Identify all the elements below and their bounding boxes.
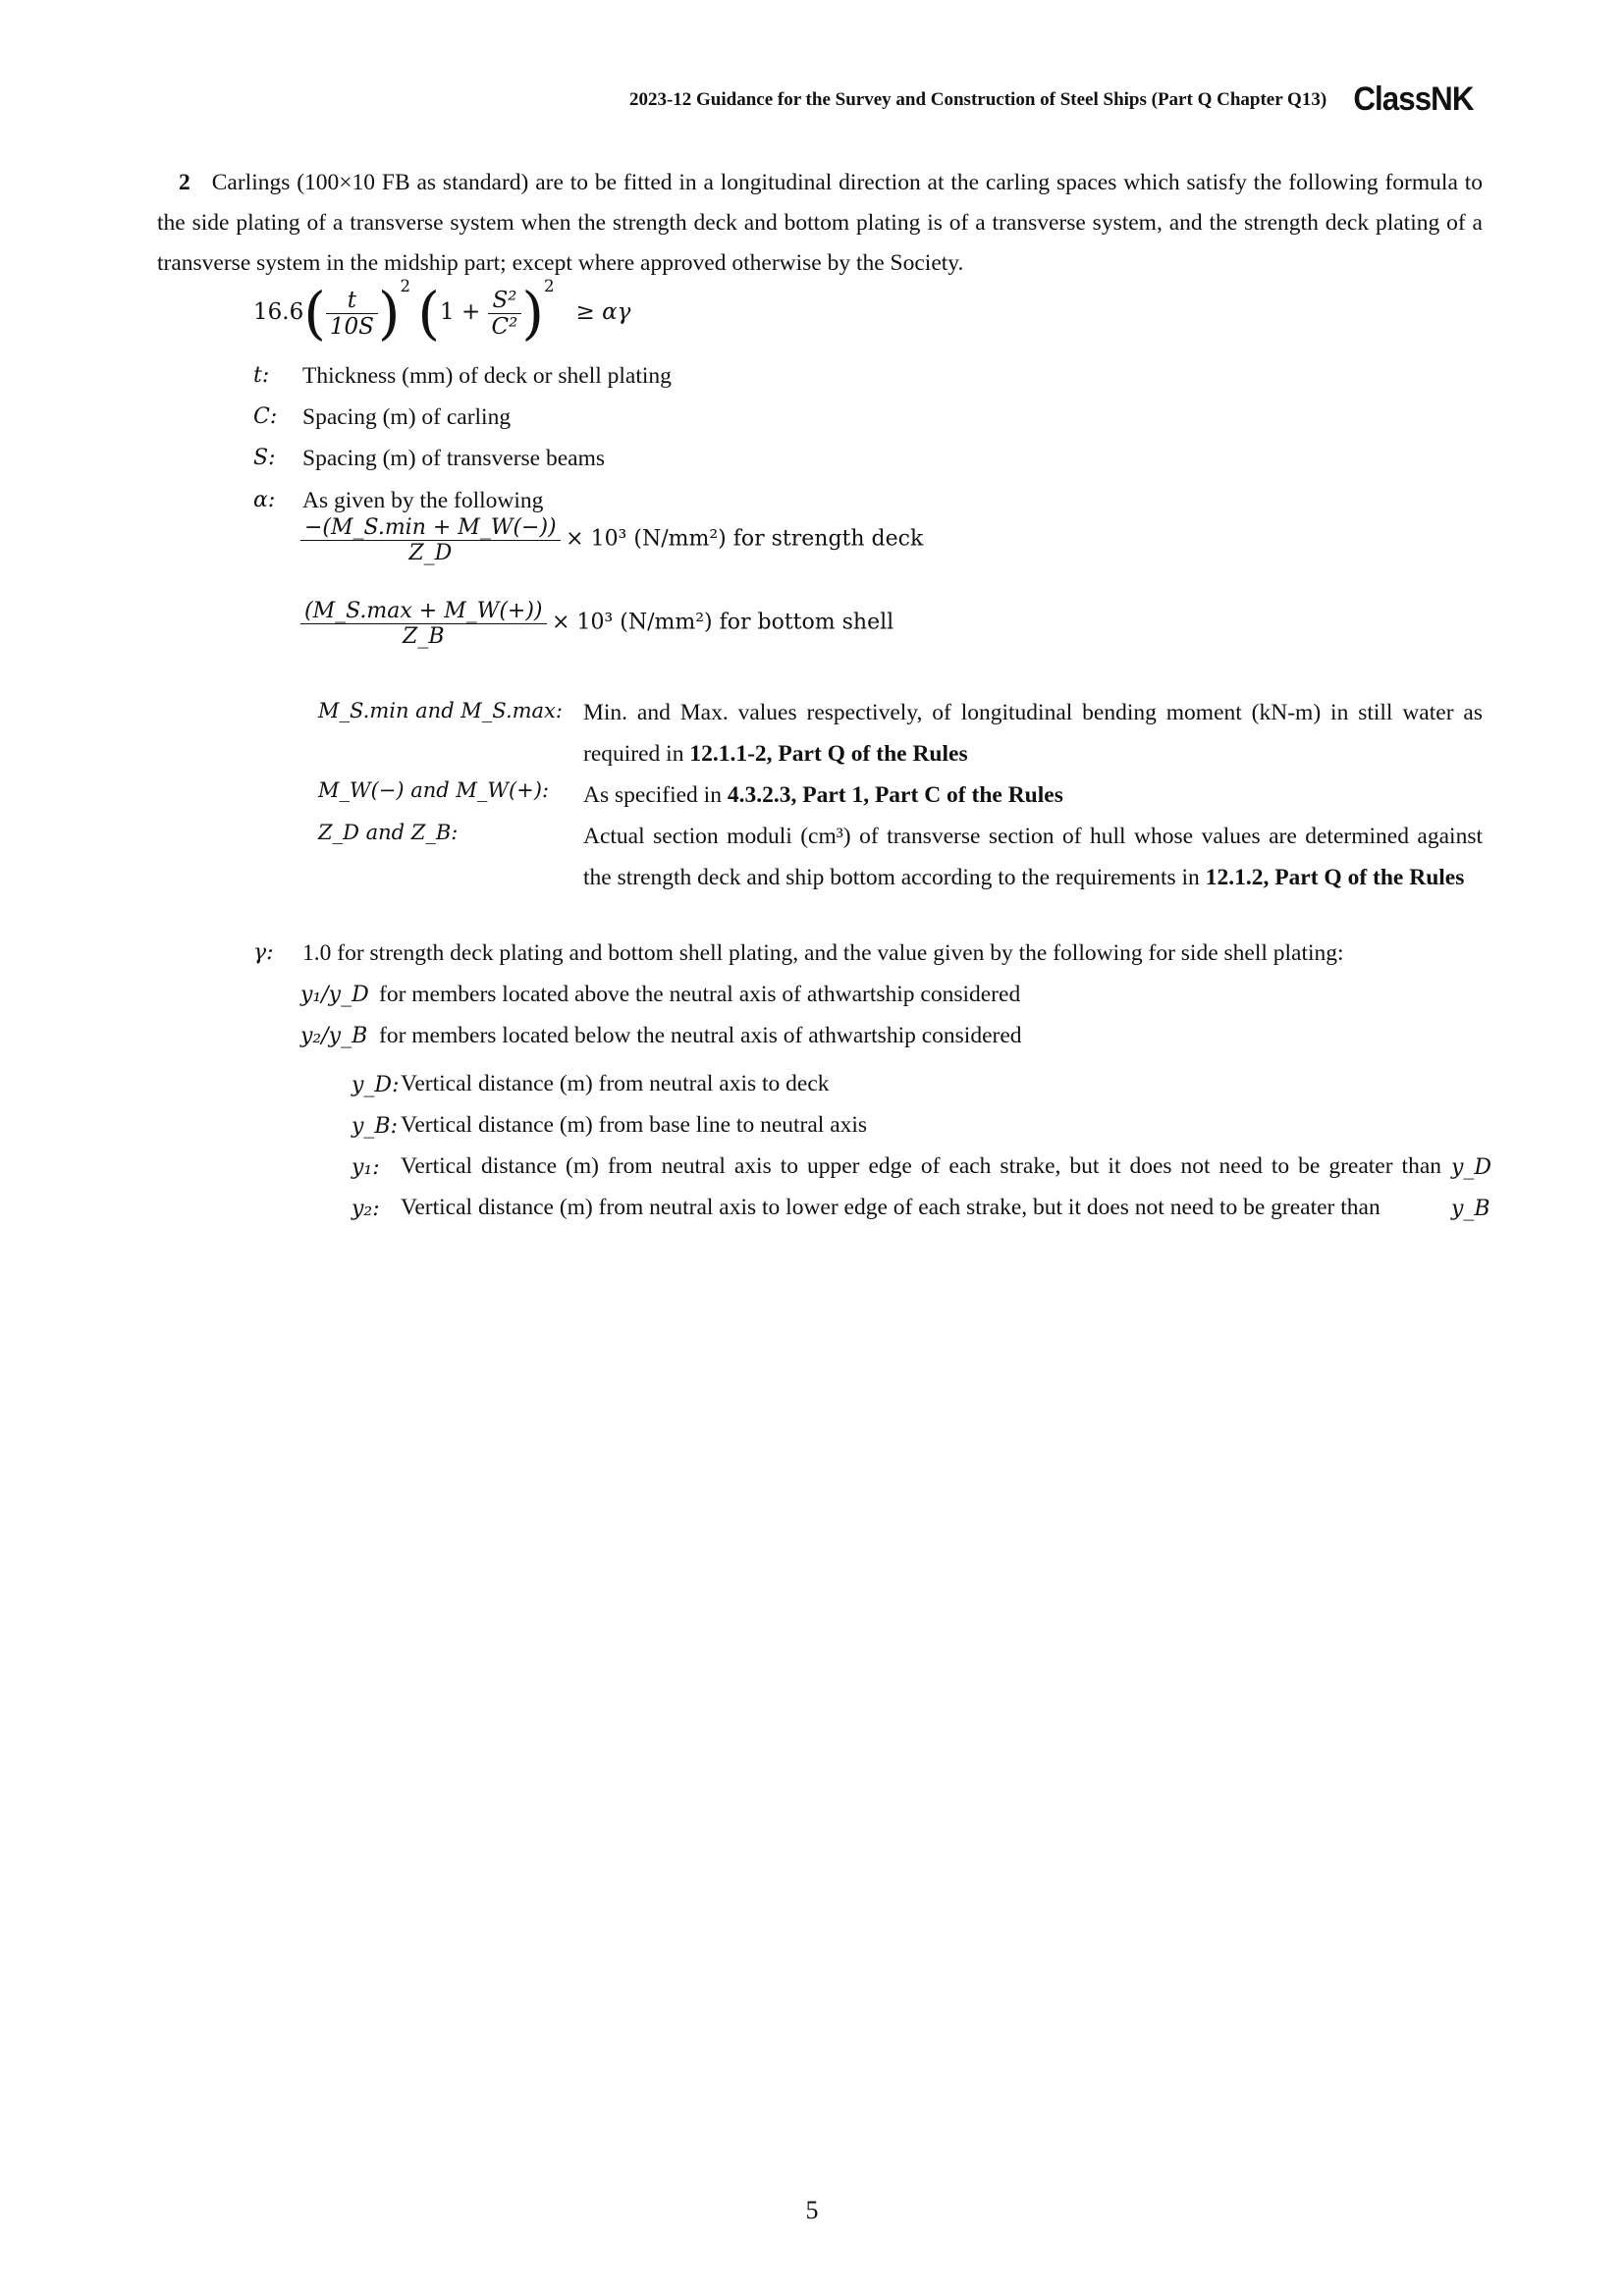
paragraph-number: 2 [179,170,190,195]
gamma-var-yb-sym: y_B: [352,1114,399,1139]
alpha-bottom-num: (M_S.max + M_W(+)) [300,599,547,624]
gamma-var-y1-tail: y_D [1451,1155,1492,1180]
subdef-text-mw [583,774,1483,816]
formula-rhs: ≥ αγ [575,299,631,325]
header-title: 2023-12 Guidance for the Survey and Construction of Steel Ships (Part Q Chapter Q13) [628,88,1327,110]
subdef-text-z [583,816,1483,898]
subdef-label-mw: M_W(−) and M_W(+): [318,778,550,802]
gamma-var-yd-text: Vertical distance (m) from neutral axis to deck [401,1071,830,1096]
alpha-deck-num: −(M_S.min + M_W(−)) [300,515,561,541]
subdef-ms-ref: 12.1.1-2, Part Q of the Rules [689,741,968,767]
subdef-z-text: Actual section moduli (cm³) of transverse section of hull whose values are determined against the strength deck and ship bottom according to the requirements in [583,824,1483,890]
alpha-deck-formula [300,515,923,565]
formula-one-plus: 1 + [440,299,481,325]
gamma-item1-sym: y₁/y_D [300,983,369,1007]
gamma-var-y1-text: Vertical distance (m) from neutral axis to upper edge of each strake, but it does not need to be greater than [401,1153,1441,1179]
formula-frac2-num: S² [488,288,522,314]
gamma-item2-text: for members located below the neutral axis of athwartship considered [379,1023,1022,1048]
subdef-text-ms [583,692,1483,774]
gamma-var-yd-sym: y_D: [352,1073,400,1097]
def-text-gamma: 1.0 for strength deck plating and bottom shell plating, and the value given by the following for side shell plating: [302,940,1344,966]
subdef-mw-text: As specified in [583,782,728,808]
gamma-var-y2-tail: y_B [1451,1197,1490,1221]
formula-exp2: 2 [544,277,555,295]
alpha-deck-tail: × 10³ (N/mm²) for strength deck [566,526,924,552]
def-symbol-t: t: [253,363,270,388]
paragraph-text: Carlings (100×10 FB as standard) are to be fitted in a longitudinal direction at the carling spaces which satisfy the following formula to the side plating of a transverse system when the strength deck and bottom plating is of a transverse system, and the strength deck plating of a transverse system in the midship part; except where approved otherwise by the Society. [157,170,1483,276]
subdef-mw-ref: 4.3.2.3, Part 1, Part C of the Rules [727,782,1063,808]
formula-frac1-num: t [326,288,378,314]
page-header [629,80,1479,119]
classnk-logo: ClassNK [1353,80,1474,118]
alpha-bottom-tail: × 10³ (N/mm²) for bottom shell [552,610,894,635]
def-symbol-s: S: [253,446,276,470]
def-symbol-alpha: α: [253,488,276,512]
formula-exp1: 2 [400,277,411,295]
def-text-alpha: As given by the following [302,488,544,513]
paragraph-2 [157,163,1483,284]
gamma-item1-text: for members located above the neutral axis of athwartship considered [379,982,1021,1007]
def-text-t: Thickness (mm) of deck or shell plating [302,363,672,389]
gamma-var-y2-sym: y₂: [352,1197,380,1221]
formula-coef: 16.6 [253,299,304,325]
alpha-bottom-formula [300,599,893,649]
def-text-c: Spacing (m) of carling [302,404,512,430]
gamma-var-y2-text: Vertical distance (m) from neutral axis to lower edge of each strake, but it does not need to be greater than [401,1195,1380,1220]
formula-frac1-den: 10S [329,313,374,340]
subdef-label-z: Z_D and Z_B: [318,821,459,844]
page-number: 5 [805,2196,819,2224]
def-symbol-gamma: γ: [253,940,274,965]
gamma-var-yb-text: Vertical distance (m) from base line to neutral axis [401,1112,868,1138]
subdef-ms-text: Min. and Max. values respectively, of longitudinal bending moment (kN-m) in still water as required in [583,700,1483,767]
carling-formula: 16.6( $\frac{t}{10S}$ )$^2$ (1 + $\frac{\text{S²}}{\text{C²}}$ )$^2$ ≥ αγ [253,277,631,347]
formula-frac2-den: C² [491,313,518,340]
def-symbol-c: C: [253,404,278,429]
gamma-var-y1-sym: y₁: [352,1155,380,1180]
def-text-s: Spacing (m) of transverse beams [302,446,606,471]
alpha-bottom-den: Z_B [403,624,445,649]
subdef-z-ref: 12.1.2, Part Q of the Rules [1205,865,1465,890]
gamma-item2-sym: y₂/y_B [300,1024,368,1048]
subdef-label-ms: M_S.min and M_S.max: [318,699,563,722]
alpha-deck-den: Z_D [408,541,453,565]
